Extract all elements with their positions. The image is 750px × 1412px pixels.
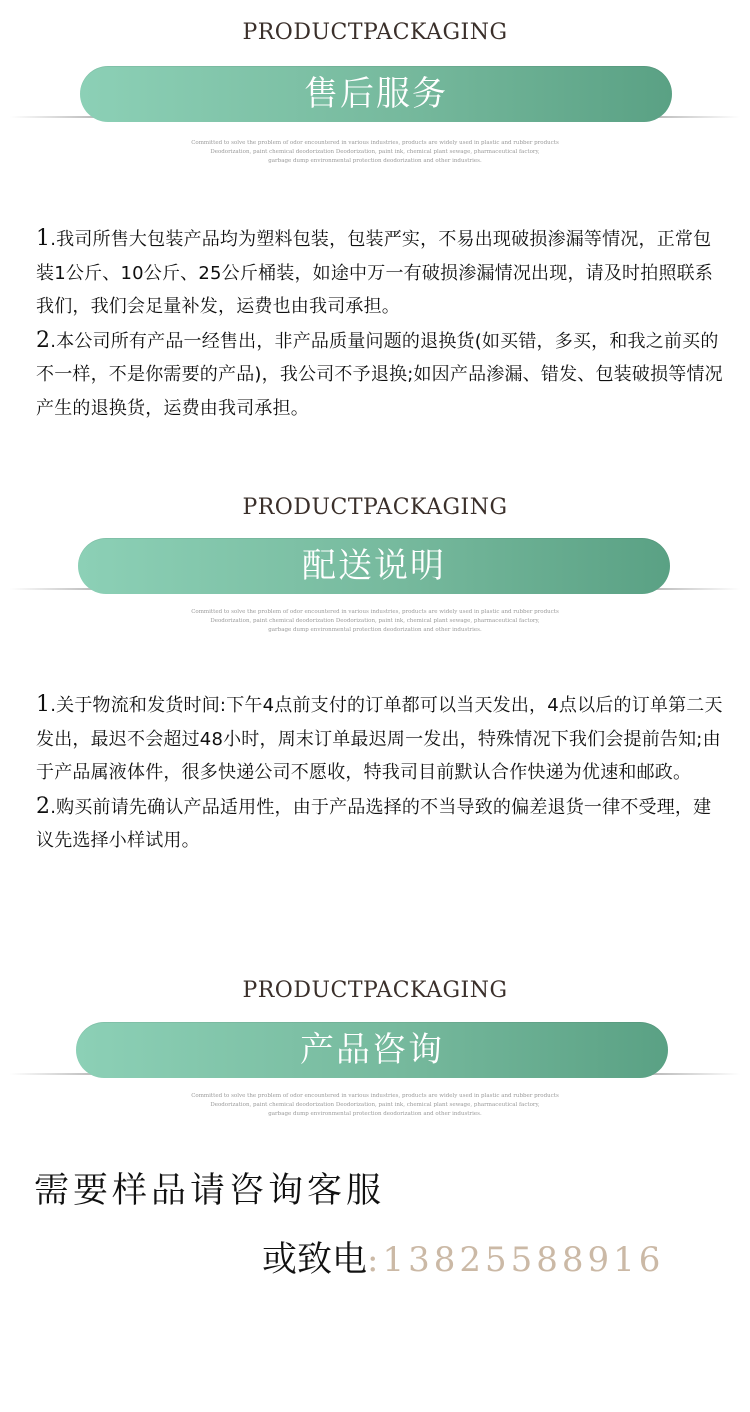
- caption-line: Committed to solve the problem of odor encountered in various industries, products are widely used in plastic and rubber products: [191, 1093, 559, 1099]
- english-caption: [170, 608, 580, 635]
- section-title-banner: [76, 1022, 668, 1078]
- caption-line: Deodorization, paint chemical deodorization Deodorization, paint ink, chemical plant sewage, pharmaceutical factory,: [210, 618, 540, 624]
- paragraph-text: .本公司所有产品一经售出，非产品质量问题的退换货(如买错，多买，和我之前买的不一样，不是你需要的产品)，我公司不予退换;如因产品渗漏、错发、包装破损等情况产生的退换货，运费由我司承担。: [36, 330, 723, 419]
- section-body: [36, 688, 726, 858]
- phone-number[interactable]: :13825588916: [367, 1240, 665, 1280]
- section-title: 配送说明: [302, 546, 446, 586]
- paragraph-number: 1: [36, 692, 51, 717]
- caption-line: garbage dump environmental protection deodorization and other industries.: [268, 1111, 482, 1117]
- caption-line: Committed to solve the problem of odor encountered in various industries, products are widely used in plastic and rubber products: [191, 609, 559, 615]
- call-prefix: 或致电: [262, 1240, 368, 1280]
- section-title: 售后服务: [304, 74, 448, 114]
- section-title-banner: [80, 66, 672, 122]
- sample-contact-text: 需要样品请咨询客服: [34, 1171, 386, 1211]
- paragraph-number: 2: [36, 327, 51, 353]
- english-caption: [170, 1092, 580, 1119]
- section-kicker: PRODUCTPACKAGING: [242, 978, 508, 1003]
- paragraph-text: .购买前请先确认产品适用性，由于产品选择的不当导致的偏差退货一律不受理，建议先选择小样试用。: [36, 796, 712, 851]
- caption-line: garbage dump environmental protection deodorization and other industries.: [268, 158, 482, 164]
- caption-line: Committed to solve the problem of odor encountered in various industries, products are widely used in plastic and rubber products: [191, 140, 559, 146]
- paragraph: [36, 688, 726, 790]
- section-body: [36, 222, 726, 425]
- paragraph-number: 1: [36, 226, 51, 251]
- phone-line: [262, 1232, 664, 1282]
- paragraph: [36, 790, 726, 858]
- paragraph-text: .我司所售大包装产品均为塑料包装，包装严实，不易出现破损渗漏等情况，正常包装1公斤、10公斤、25公斤桶装，如途中万一有破损渗漏情况出现，请及时拍照联系我们，我们会足量补发，运费也由我司承担。: [36, 229, 714, 317]
- caption-line: garbage dump environmental protection deodorization and other industries.: [268, 627, 482, 633]
- paragraph: [36, 324, 726, 426]
- paragraph: [36, 222, 726, 324]
- caption-line: Deodorization, paint chemical deodorization Deodorization, paint ink, chemical plant sewage, pharmaceutical factory,: [210, 1102, 540, 1108]
- paragraph-number: 2: [36, 793, 51, 819]
- section-title: 产品咨询: [300, 1030, 444, 1070]
- english-caption: [170, 139, 580, 166]
- paragraph-text: .关于物流和发货时间:下午4点前支付的订单都可以当天发出，4点以后的订单第二天发出，最迟不会超过48小时，周末订单最迟周一发出，特殊情况下我们会提前告知;由于产品属液体件，很多快递公司不愿收，特我司目前默认合作快递为优速和邮政。: [36, 695, 723, 783]
- section-title-banner: [78, 538, 670, 594]
- caption-line: Deodorization, paint chemical deodorization Deodorization, paint ink, chemical plant sewage, pharmaceutical factory,: [210, 149, 540, 155]
- section-kicker: PRODUCTPACKAGING: [242, 20, 508, 45]
- section-kicker: PRODUCTPACKAGING: [242, 495, 508, 520]
